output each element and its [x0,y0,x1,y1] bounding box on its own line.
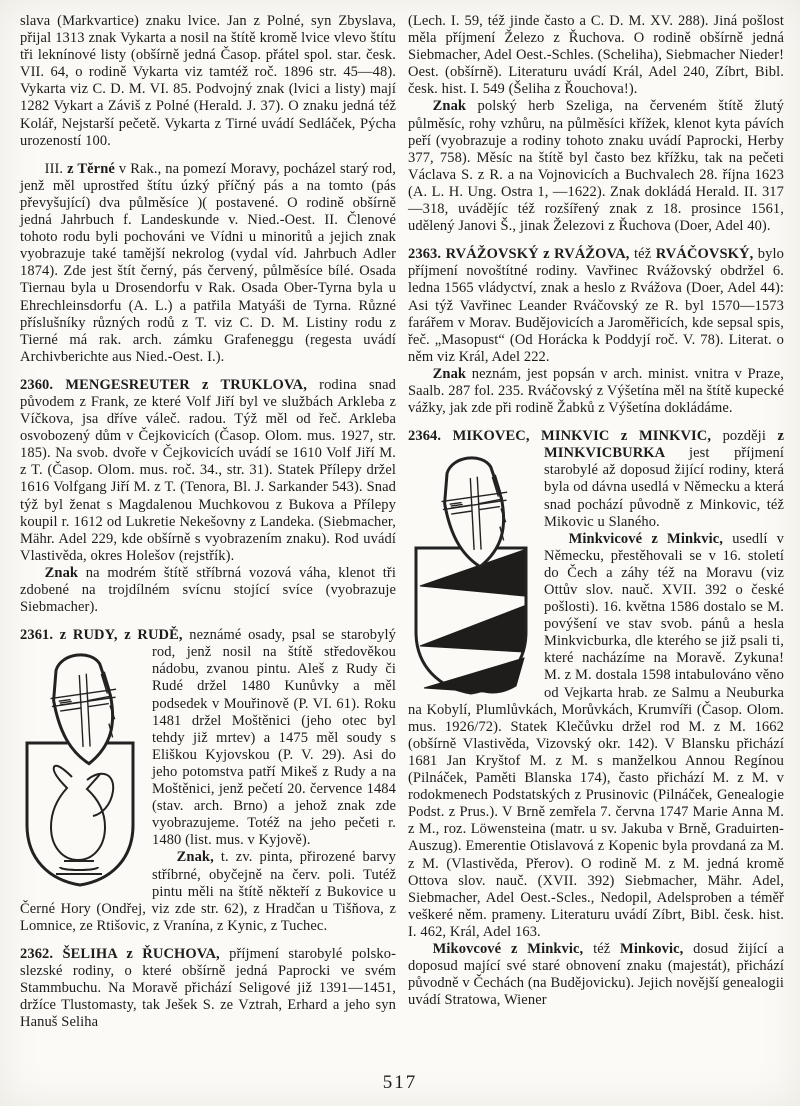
text-segment: v Rak., na pomezí Moravy, pocházel starý rod, jenž měl uprostřed štítu úzký příčný pás a na tomto (pás převyšující) dva půlměsíce )( postavené. O rodině obšírně jedná Jahrbuch f. Landeskunde v. Nied.-Oest. II. Členové tohoto rodu byli pochováni ve Vídni u minoritů a jejich znak vyobrazuje také tamější nekrolog (vydal víd. Jahrbuch Adler 1874). Zde jest štít černý, pás červený, půlměsíce bílé. Osada Tiernau byla u Drosendorfu v Rak. Osada Ober-Tyrna byla u Ehrechleinsdorfu (A. L.) a patřila Matyáši de Tyrna. Různé příslušníky různých rodů z T. viz C. D. M. Listiny rodu z Tierné má rak. arch. zámku Grafeneggu (regesta uvádí Archivberichte aus Nied.-Oest. I.). [20,160,396,365]
bold-text-segment: Mikovcové z Minkvic, [432,940,594,957]
bold-text-segment: RVÁČOVSKÝ, [655,246,758,263]
text-segment: neznámé osady, psal se [189,627,342,644]
paragraph-z-terne [20,161,396,366]
helm-and-pinta-shield-icon [20,647,140,889]
bold-text-segment: Znak [432,365,472,382]
text-segment: III. [44,160,68,177]
bold-text-segment: Minkovic, [620,940,694,957]
bold-text-segment: 2363. RVÁŽOVSKÝ z RVÁŽOVA, [408,246,635,263]
text-segment: slava (Markvartice) znaku lvice. Jan z Polné, syn Zbyslava, přijal 1313 znak Vykarta a nosil na štítě kromě lvice vlevo štítu tři leknínové listy (obšírně jedná Časop. přátel spol. star. česk. VII. 64, o rodině Vykarta viz tamtéž roč. 1896 str. 45—48). Vykarta viz C. D. M. VI. 85. Podvojný znak (lvici a listy) mají 1282 Vykart a Záviš z Polné (Herald. J. 37). O znaku jedná též Kolář, Nejstarší pečetě. Vykarta z Tirné uvádí Sedláček, Pýcha urozeností 100. [20,13,396,149]
bold-text-segment: 2362. ŠELIHA z ŘUCHOVA, [20,945,230,962]
text-segment: usedlí v Německu, přestěhovali se v 16. století do Čech a záhy též na Moravu (viz Ottův slov. nauč. XVII. 392 o české pošlosti). 16. května 1586 dostalo se M. povýšení ve stav svob. pánů a hesla Minkvicburka, dle kterého se již psali ti, které nacházíme na Moravě. Zykuna! M. z M. dostala 1598 intabulováno věno od Vejkarta hrab. ze Salmu a Neuburka na Kobylí, Plumlůvkách, Morůvkách, Krumvíři (Časop. Olom. mus. 1926/72). Statek Klečůvku držel rod M. z M. 1662 (obšírně Vlastivěda, Vizovský okr. 142). V Blansku přichází 1681 Jan Kryštof M. z M. s manželkou Annou Regínou (Pilnáček, Paměti Blanska 174), často přichází M. z M. v rodokmenech Podstatských z Prusinovic (Pilnáček, Genealogie Podst. z Prus.). V Brně zemřela 7. června 1747 Marie Anna M. z M., roz. Löwensteina (matr. u sv. Jakuba v Brně, Graduirten-Auszug). Emerentie Otislavová z Kopenic byla provdaná za M. z M. (Vlastivěda, Přerov). O rodině M. z M. jedná kromě Ottova slov. nauč. (XVII. 392) Siebmacher, Mähr. Adel, Siebmacher, Adel Oest.-Scles., Nedopil, Adelsproben a téměř veškeré něm. prameny. Literaturu uvádí Zíbrt, Bibl. česk. hist. I. 462, Král, Adel 163. [408,530,785,940]
bold-text-segment: 2361. z RUDY, z RUDĚ, [20,627,190,644]
helm-and-wedges-shield-icon [408,448,532,698]
paragraph-seliha-znak [408,98,784,235]
entry-2360-znak [20,565,396,616]
text-segment: později [722,428,778,445]
bold-text-segment: z Těrné [67,160,119,177]
bold-text-segment: z MINKVICBURKA [544,428,784,462]
entry-2360-mengesreuter [20,377,396,565]
text-segment: dosud žijící a doposud mající své staré obnovení znaku (majestát), přichází původně v Čechách (na Budějovicku). Jejich novější genealogii uvádí Stratowa, Wiener [408,940,784,1009]
right-column [408,13,784,1031]
entry-2361-z-rudy [20,627,396,849]
text-segment: též [634,246,656,263]
minkvic-arms-figure [408,448,532,698]
shield-icon [27,743,133,885]
text-segment: starobylý rod, jenž nosil na štítě středověkou nádobu, zvanou pintu. Aleš z Rudy či Rudé držel 1480 Kunůvky a měl podsedek v Mouřinově (P. VI. 61). Roku 1481 držel Moštěnici (jeho otec byl tehdy již mrtev) a 1475 měl soudy s Eliškou Kyjovskou (P. V. 29). Asi do jeho potomstva patří Mikeš z Rudy a na Moštěnici, jenž pečetí 20. července 1484 (stav. arch. Brno) a jehož znak zde vyobrazujeme. Totéž na jeho pečeti r. 1480 (list. mus. v Kyjově). [152,627,396,849]
text-segment: jest příjmení starobylé až doposud žijící rodiny, která byla od dávna usedlá v Německu a která snad pochází původně z Minkovic, též Mikovic u Slaného. [544,445,784,530]
paragraph-seliha-continuation [408,13,784,98]
text-segment: polský herb Szeliga, na červeném štítě žlutý půlměsíc, rohy vzhůru, na půlměsíci křížek, klenot kyta pávích peří (vyobrazuje a rodiny tohoto znaku uvádí Paprocki, Herby 377, 758). Měsíc na štítě byl často bez křížku, tak na pečeti Václava S. z R. a na Vojnovicích a Buchvalech 28. října 1623 (A. L. H. Ung. Ostra 1, —1622). Znak dokládá Herald. II. 317—318, uvádějíc též rozšířený znak z 18. prosince 1561, udělený Janovi Š., jinak Železovi z Řuchova (Doer, Adel 40). [408,98,784,235]
entry-2363-rvazovsky [408,246,784,366]
bold-text-segment: 2364. MIKOVEC, MINKVIC z MINKVIC, [408,428,723,445]
rudy-arms-figure [20,647,140,889]
text-segment: příjmení starobylé polsko-slezské rodiny, o které obšírně jedná Paprocki ve svém Stammbuchu. Na Moravě přichází Seligové již 1391—1451, držíce Tlustomasty, tak Ješek S. ze Vztrah, Erhard a jeho syn Hanuš Seliha [20,945,396,1031]
paragraph-vykart-continuation [20,13,396,150]
text-segment: bylo příjmení novoštítné rodiny. Vavřinec Rvážovský obdržel 6. ledna 1565 vládyctví, znak a heslo z Rvážova (Doer, Adel 44): Asi týž Vavřinec Leander Rváčovský ze R. byl 1570—1573 farářem v Morav. Budějovicích a Jaroměřicích, kde sepsal spis, řeč. „Masopust“ (Od Horácka k Poddyjí roč. V. 78). Literat. o něm viz Král, Adel 222. [408,246,784,365]
entry-2364-mikovec [408,428,784,531]
paragraph-mikovcove [408,941,784,1009]
text-segment: t. zv. pinta, přirozené barvy stříbrné, obyčejně na červ. poli. Tutéž pintu měli na štítě někteří z Bukovice u Černé Hory (Ondřej, viz zde str. 62), z Hradčan u Tišňova, z Lomnice, ze Rtišovic, z Vranína, z Kynic, z Tuchec. [20,849,396,934]
text-segment: též [593,940,621,957]
bold-text-segment: 2360. MENGESREUTER z TRUKLOVA, [20,376,320,393]
bold-text-segment: Minkvicové z Minkvic, [568,530,733,547]
entry-2363-znak [408,366,784,417]
bold-text-segment: Znak [44,564,86,581]
bold-text-segment: Znak [432,98,478,115]
left-column [20,13,396,1031]
text-segment: (Lech. I. 59, též jinde často a C. D. M. XV. 288). Jiná pošlost měla příjmení Železo z Řuchova. O rodině obšírně jedná Siebmacher, Adel Oest.-Schles. (Scheliha), Siebmacher Nieder! Oest. (obšírně). Literaturu uvádí Král, Adel 240, Zíbrt, Bibl. česk. hist. I. 549 (Šeliha z Řouchova!). [408,13,784,98]
text-segment: rodina snad původem z Frank, ze které Volf Jiří byl ve službách Arkleba z Víčkova, jsa dříve váleč. radou. Týž měl od řeč. Arkleba osvobozený dům v Čejkovicích (Časop. Olom. mus. 1927, str. 185). Na svob. dvoře v Čejkovicích uvádí se 1610 Volf Jiří M. z T. (Časop. Olom. mus. roč. 34., str. 31). Statek Přílepy držel 1616 Volfgang Jiří M. z T. (Tenora, Bl. J. Sarkander 543). Snad týž byl ženat s Magdalenou Muchkovou z Bukova a Přílepy koupil r. 1612 od Lukretie Nekešovny z Landeka. (Siebmacher, Mähr. Adel 229, kde obšírně s vyobrazením znaku). Rod uvádí Vlastivěda, okres Holešov (rejstřík). [20,376,396,564]
text-segment: na modrém štítě stříbrná vozová váha, klenot tři zdobené na trojdílném svícnu stojící svíce (vyobrazuje Siebmacher). [20,564,396,616]
page-number: 517 [382,1072,418,1093]
bold-text-segment: Znak, [176,849,221,866]
text-segment: neznám, jest popsán v arch. minist. vnitra v Praze, Saalb. 287 fol. 235. Rváčovský z Výšetína měl na štítě kupecké vážky, jak zde při rodině Žabků z Výšetína dokládáme. [408,365,784,417]
entry-2362-seliha [20,946,396,1031]
